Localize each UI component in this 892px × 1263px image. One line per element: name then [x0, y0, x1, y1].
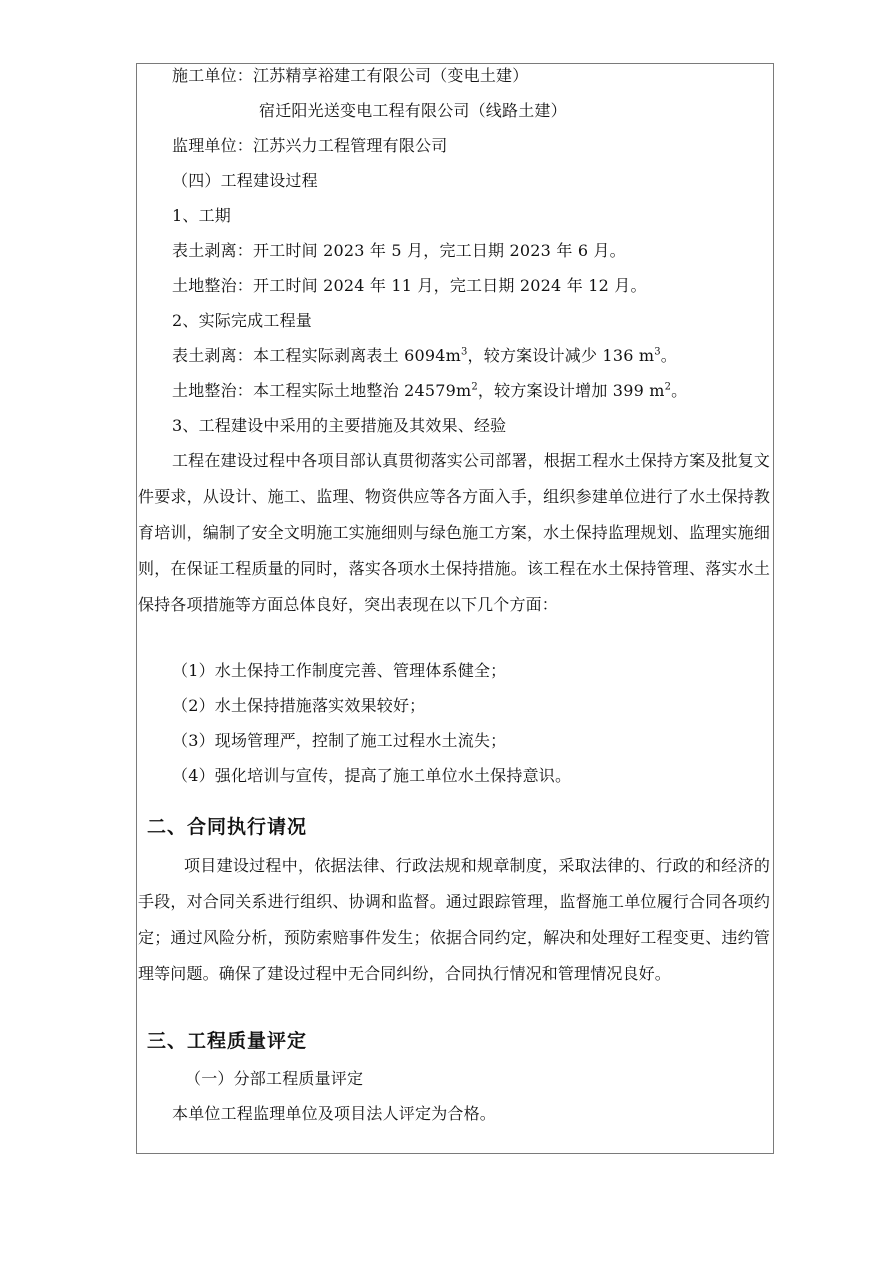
supervision-unit-label: 监理单位： — [172, 136, 254, 155]
construction-unit-value-1: 江苏精享裕建工有限公司（变电土建） — [253, 66, 529, 85]
measures-paragraph: 工程在建设过程中各项目部认真贯彻落实公司部署，根据工程水土保持方案及批复文件要求，从设计、施工、监理、物资供应等各方面入手，组织参建单位进行了水土保持教育培训，编制了安全文明施工实施细则与绿色施工方案，水土保持监理规划、监理实施细则，在保证工程质量的同时，落实各项水土保持措施。该工程在水土保持管理、落实水土保持各项措施等方面总体良好，突出表现在以下几个方面： — [138, 451, 770, 614]
construction-unit-row — [172, 66, 528, 86]
schedule-topsoil: 表土剥离：开工时间 2023 年 5 月，完工日期 2023 年 6 月。 — [172, 241, 626, 260]
quantity-topsoil — [172, 346, 677, 366]
measures-item-3: （3）现场管理严，控制了施工过程水土流失； — [172, 731, 507, 750]
quantity-topsoil-text: 表土剥离：本工程实际剥离表土 6094m — [172, 346, 461, 365]
measures-item-4: （4）强化培训与宣传，提高了施工单位水土保持意识。 — [172, 766, 572, 785]
supervision-unit-value: 江苏兴力工程管理有限公司 — [253, 136, 448, 155]
measures-item-1: （1）水土保持工作制度完善、管理体系健全； — [172, 661, 507, 680]
quantity-land-unit-sup-2: 2 — [664, 381, 672, 393]
quantity-land-mid: ，较方案设计增加 399 m — [477, 381, 665, 400]
quantity-title: 2、实际完成工程量 — [172, 311, 312, 330]
quantity-land-end: 。 — [671, 381, 688, 400]
quantity-topsoil-unit-sup: 3 — [460, 346, 468, 358]
quantity-land — [172, 381, 687, 401]
quality-heading: 三、工程质量评定 — [147, 1030, 308, 1052]
schedule-title: 1、工期 — [172, 206, 231, 225]
quality-sub-title: （一）分部工程质量评定 — [185, 1069, 364, 1088]
schedule-land: 土地整治：开工时间 2024 年 11 月，完工日期 2024 年 12 月。 — [172, 276, 647, 295]
contract-paragraph: 项目建设过程中，依据法律、行政法规和规章制度，采取法律的、行政的和经济的手段，对合同关系进行组织、协调和监督。通过跟踪管理，监督施工单位履行合同各项约定；通过风险分析，预防索赔事件发生；依据合同约定，解决和处理好工程变更、违约管理等问题。确保了建设过程中无合同纠纷，合同执行情况和管理情况良好。 — [138, 856, 770, 983]
supervision-unit-row — [172, 136, 447, 156]
measures-title: 3、工程建设中采用的主要措施及其效果、经验 — [172, 416, 507, 435]
quantity-land-text: 土地整治：本工程实际土地整治 24579m — [172, 381, 472, 400]
measures-item-2: （2）水土保持措施落实效果较好； — [172, 696, 426, 715]
quantity-land-unit-sup: 2 — [471, 381, 478, 393]
quantity-topsoil-mid: ，较方案设计减少 136 m — [467, 346, 655, 365]
section-4-title: （四）工程建设过程 — [172, 171, 318, 190]
contract-heading: 二、合同执行请况 — [147, 816, 308, 838]
construction-unit-label: 施工单位： — [172, 66, 254, 85]
quantity-topsoil-end: 。 — [660, 346, 677, 365]
quantity-topsoil-unit-sup-2: 3 — [654, 346, 661, 358]
quality-text: 本单位工程监理单位及项目法人评定为合格。 — [172, 1104, 497, 1123]
construction-unit-value-2: 宿迁阳光送变电工程有限公司（线路土建） — [259, 101, 567, 120]
